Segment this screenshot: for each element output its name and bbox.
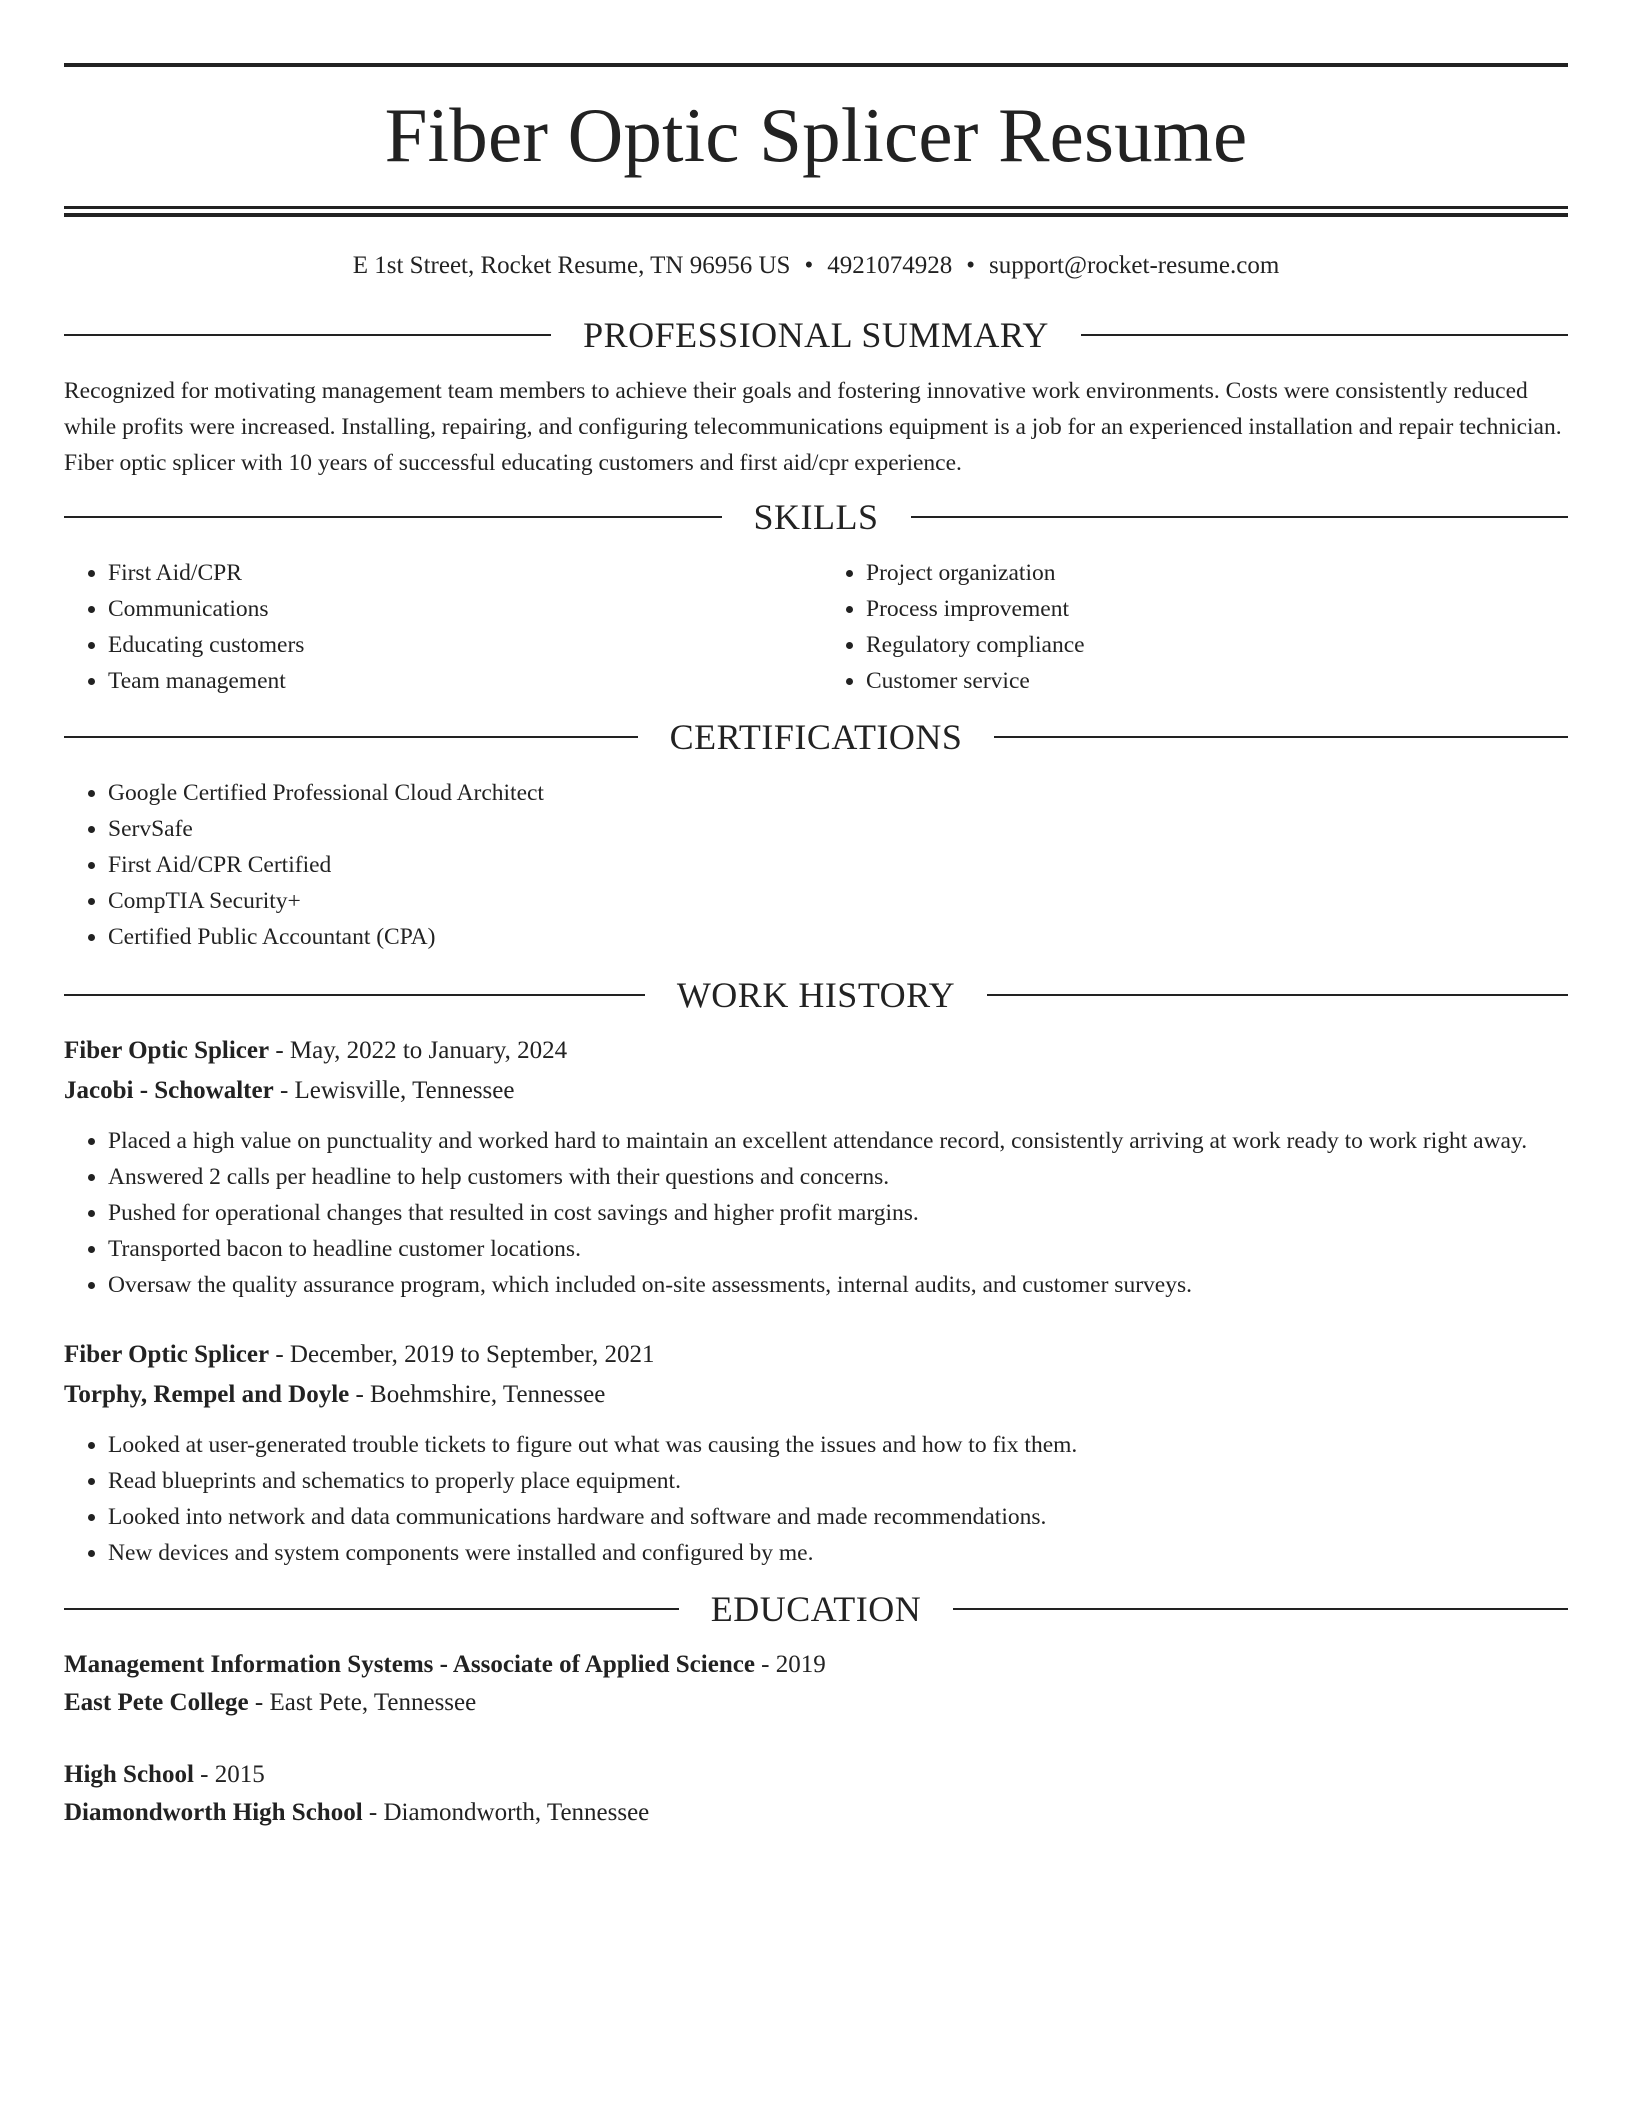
job-bullet: • Answered 2 calls per headline to help customers with their questions and concerns.	[108, 1159, 1568, 1195]
contact-address: E 1st Street, Rocket Resume, TN 96956 US	[352, 251, 791, 279]
job-bullet: • Transported bacon to headline customer locations.	[108, 1231, 1568, 1267]
job-bullets	[64, 1123, 1568, 1303]
job-dates: - May, 2022 to January, 2024	[269, 1036, 568, 1064]
education-year: - 2015	[193, 1760, 265, 1788]
job-title: Fiber Optic Splicer	[64, 1340, 270, 1368]
job-title-line	[64, 1335, 1568, 1375]
section-heading-skills	[64, 496, 1568, 537]
education-school: Diamondworth High School	[64, 1798, 363, 1826]
skills-grid	[64, 555, 1568, 699]
contact-separator: •	[804, 251, 814, 279]
skill-item: • First Aid/CPR	[108, 555, 810, 591]
heading-rule	[1081, 334, 1568, 336]
job-bullet: • Looked at user-generated trouble tickets to figure out what was causing the issues and how to fix them.	[108, 1427, 1568, 1463]
education-entry	[64, 1755, 1568, 1833]
job-dates: - December, 2019 to September, 2021	[269, 1340, 655, 1368]
job-entry	[64, 1335, 1568, 1571]
certification-item: • ServSafe	[108, 811, 1568, 847]
job-entry	[64, 1031, 1568, 1303]
certification-item: • CompTIA Security+	[108, 883, 1568, 919]
section-heading-education	[64, 1588, 1568, 1629]
skills-list-right	[810, 555, 1568, 699]
section-heading-summary	[64, 314, 1568, 355]
job-bullet: • Looked into network and data communications hardware and software and made recommendations.	[108, 1499, 1568, 1535]
skill-item: • Regulatory compliance	[866, 627, 1568, 663]
contact-email: support@rocket-resume.com	[988, 251, 1280, 279]
heading-rule	[953, 1608, 1568, 1610]
section-title: PROFESSIONAL SUMMARY	[583, 314, 1049, 355]
heading-rule	[64, 994, 645, 996]
job-bullet: • Pushed for operational changes that resulted in cost savings and higher profit margins.	[108, 1195, 1568, 1231]
education-location: - Diamondworth, Tennessee	[362, 1798, 650, 1826]
job-bullets	[64, 1427, 1568, 1571]
job-bullet: • Read blueprints and schematics to properly place equipment.	[108, 1463, 1568, 1499]
job-location: - Boehmshire, Tennessee	[349, 1380, 606, 1408]
education-degree-line	[64, 1645, 1568, 1685]
job-bullet: • Placed a high value on punctuality and worked hard to maintain an excellent attendance record, consistently arriving at work ready to work right away.	[108, 1123, 1568, 1159]
contact-separator: •	[966, 251, 975, 279]
job-company-line	[64, 1071, 1568, 1111]
section-heading-work	[64, 974, 1568, 1015]
skill-item: • Educating customers	[108, 627, 810, 663]
job-location: - Lewisville, Tennessee	[273, 1076, 515, 1104]
resume-title: Fiber Optic Splicer Resume	[384, 92, 1248, 178]
certification-item: • First Aid/CPR Certified	[108, 847, 1568, 883]
education-degree: High School	[64, 1760, 194, 1788]
section-title: CERTIFICATIONS	[669, 716, 963, 757]
education-school-line	[64, 1793, 1568, 1833]
contact-phone: 4921074928	[827, 251, 953, 279]
section-title: WORK HISTORY	[676, 974, 956, 1015]
heading-rule	[987, 994, 1568, 996]
section-title: SKILLS	[753, 496, 879, 537]
job-company: Jacobi - Schowalter	[64, 1076, 274, 1104]
job-company: Torphy, Rempel and Doyle	[64, 1380, 350, 1408]
job-bullet: • New devices and system components were installed and configured by me.	[108, 1535, 1568, 1571]
heading-rule	[911, 516, 1569, 518]
certifications-list	[64, 775, 1568, 955]
section-heading-certifications	[64, 716, 1568, 757]
section-title: EDUCATION	[710, 1588, 922, 1629]
certification-item: • Certified Public Accountant (CPA)	[108, 919, 1568, 955]
education-degree-line	[64, 1755, 1568, 1795]
job-company-line	[64, 1375, 1568, 1415]
heading-rule	[64, 334, 551, 336]
skill-item: • Project organization	[866, 555, 1568, 591]
summary-paragraph: Recognized for motivating management team members to achieve their goals and fostering innovative work environments. Costs were consistently reduced while profits were increased. Installing, repairing, and configuring telecommunications equipment is a job for an experienced installation and repair technician. Fiber optic splicer with 10 years of successful educating customers and first aid/cpr experience.	[64, 377, 1562, 476]
education-degree: Management Information Systems - Associate of Applied Science	[64, 1650, 755, 1678]
skill-item: • Team management	[108, 663, 810, 699]
heading-rule	[994, 736, 1568, 738]
skills-list-left	[64, 555, 810, 699]
skill-item: • Process improvement	[866, 591, 1568, 627]
top-rule	[64, 63, 1568, 67]
heading-rule	[64, 516, 722, 518]
education-school: East Pete College	[64, 1688, 249, 1716]
job-title-line	[64, 1031, 1568, 1071]
heading-rule	[64, 736, 638, 738]
education-year: - 2019	[754, 1650, 826, 1678]
title-double-rule	[64, 206, 1568, 217]
education-entry	[64, 1645, 1568, 1723]
skill-item: • Customer service	[866, 663, 1568, 699]
certification-item: • Google Certified Professional Cloud Architect	[108, 775, 1568, 811]
skill-item: • Communications	[108, 591, 810, 627]
heading-rule	[64, 1608, 679, 1610]
job-bullet: • Oversaw the quality assurance program, which included on-site assessments, internal audits, and customer surveys.	[108, 1267, 1568, 1303]
education-school-line	[64, 1683, 1568, 1723]
contact-line	[64, 251, 1568, 281]
job-title: Fiber Optic Splicer	[64, 1036, 270, 1064]
education-location: - East Pete, Tennessee	[248, 1688, 477, 1716]
